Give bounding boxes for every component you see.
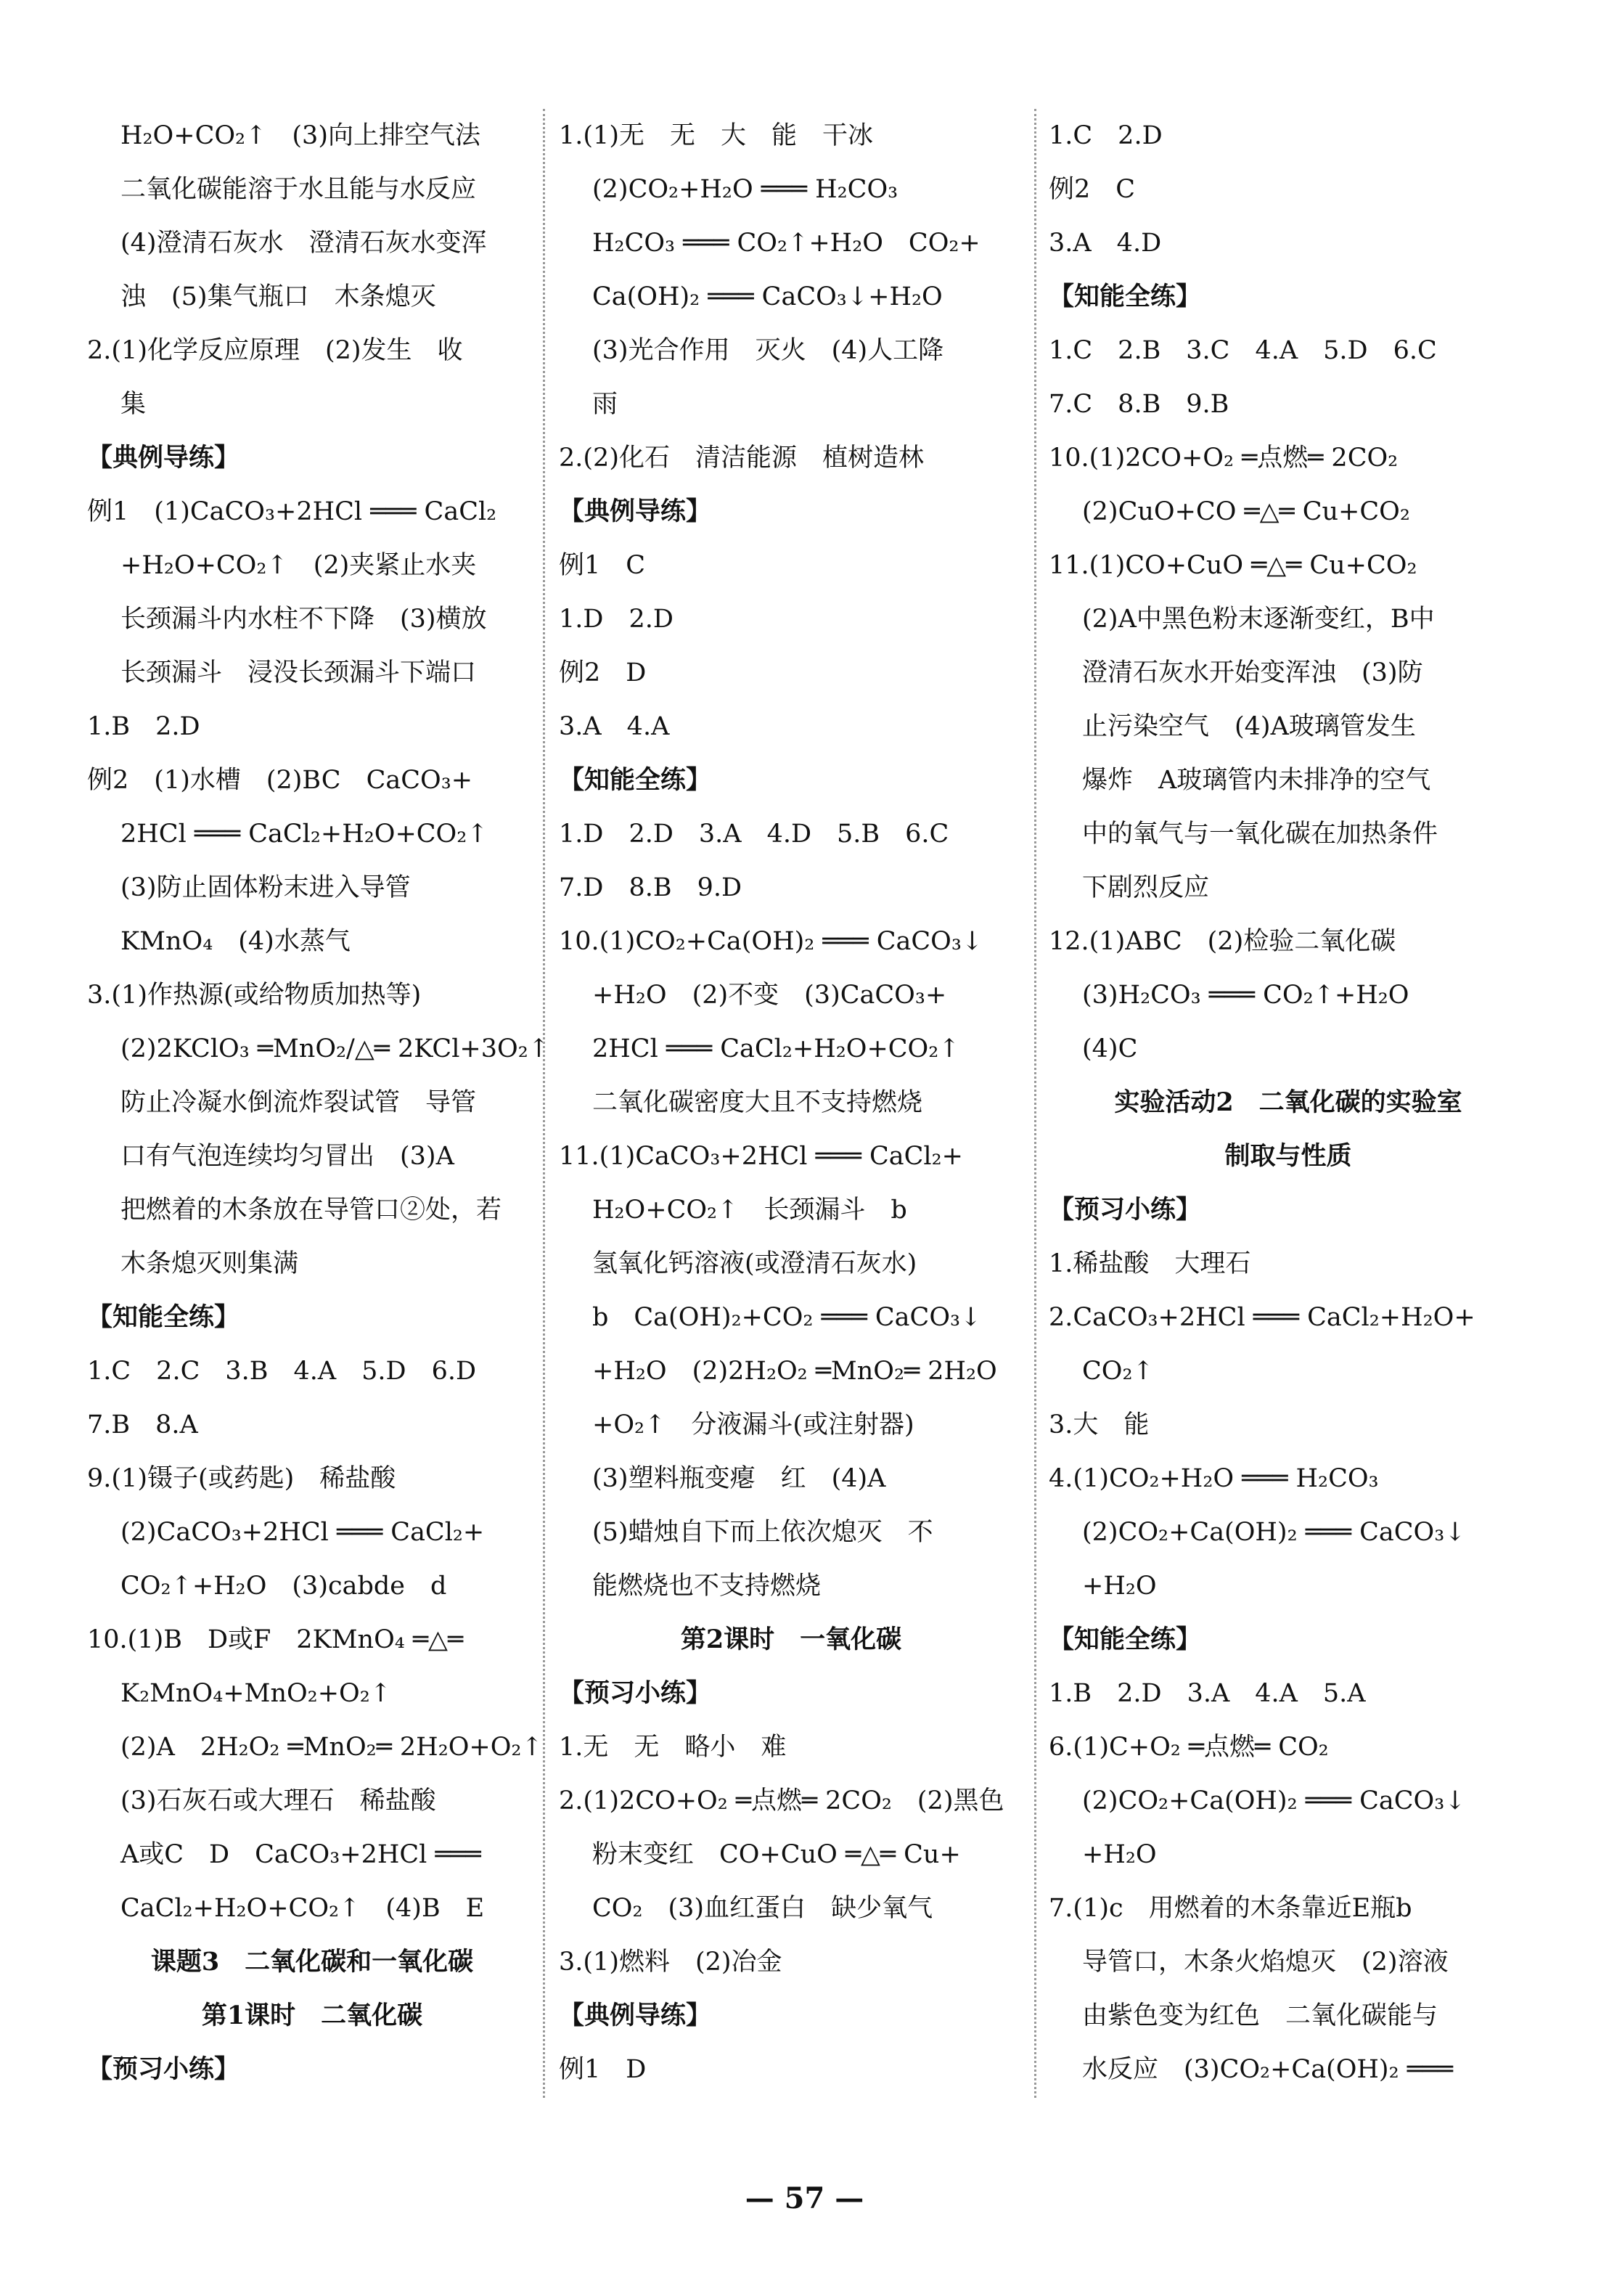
answer-line: (2)CO₂+Ca(OH)₂ ═══ CaCO₃↓ [1082, 1518, 1466, 1547]
answer-line: 浊 (5)集气瓶口 木条熄灭 [120, 282, 436, 311]
answer-line: K₂MnO₄+MnO₂+O₂↑ [120, 1679, 392, 1708]
answer-column-1 [87, 109, 550, 2096]
answer-line: 3.(1)燃料 (2)冶金 [559, 1948, 782, 1977]
answer-line: (3)石灰石或大理石 稀盐酸 [120, 1786, 436, 1815]
answer-line: 实验活动2 二氧化碳的实验室 [1114, 1087, 1462, 1117]
answer-line: 1.无 无 略小 难 [559, 1733, 787, 1762]
answer-line: 1.B 2.D 3.A 4.A 5.A [1049, 1679, 1366, 1708]
answer-line: 10.(1)2CO+O₂ ═点燃═ 2CO₂ [1049, 444, 1399, 473]
answer-line: 2.CaCO₃+2HCl ═══ CaCl₂+H₂O+ [1049, 1303, 1475, 1332]
answer-line: 7.C 8.B 9.B [1049, 390, 1229, 419]
answer-line: 1.(1)无 无 大 能 干冰 [559, 121, 873, 150]
answer-line: Ca(OH)₂ ═══ CaCO₃↓+H₂O [592, 282, 943, 311]
answer-line: 导管口，木条火焰熄灭 (2)溶液 [1082, 1948, 1449, 1977]
answer-line: 水反应 (3)CO₂+Ca(OH)₂ ═══ [1082, 2055, 1453, 2084]
answer-line: 1.稀盐酸 大理石 [1049, 1249, 1251, 1278]
answer-line: 2.(1)化学反应原理 (2)发生 收 [87, 336, 463, 365]
answer-line: 1.D 2.D 3.A 4.D 5.B 6.C [559, 820, 949, 849]
answer-line: 防止冷凝水倒流炸裂试管 导管 [120, 1088, 477, 1117]
answer-line: 2.(2)化石 清洁能源 植树造林 [559, 444, 924, 473]
answer-line: 粉末变红 CO+CuO ═△═ Cu+ [592, 1840, 961, 1869]
answer-line: 【典例导练】 [87, 443, 240, 473]
answer-line: 制取与性质 [1224, 1141, 1352, 1171]
answer-line: 长颈漏斗 浸没长颈漏斗下端口 [120, 658, 477, 687]
answer-line: (3)H₂CO₃ ═══ CO₂↑+H₂O [1082, 981, 1409, 1010]
answer-line: 1.C 2.B 3.C 4.A 5.D 6.C [1049, 336, 1437, 365]
answer-line: 1.D 2.D [559, 605, 674, 634]
answer-line: 澄清石灰水开始变浑浊 (3)防 [1082, 658, 1423, 687]
answer-line: 【知能全练】 [87, 1302, 240, 1332]
answer-line: 【典例导练】 [559, 2001, 712, 2030]
answer-line: 3.A 4.A [559, 712, 670, 741]
answer-line: 10.(1)CO₂+Ca(OH)₂ ═══ CaCO₃↓ [559, 927, 983, 956]
answer-line: 下剧烈反应 [1082, 873, 1210, 902]
answer-line: (2)CO₂+Ca(OH)₂ ═══ CaCO₃↓ [1082, 1786, 1466, 1815]
answer-line: 课题3 二氧化碳和一氧化碳 [150, 1947, 474, 1977]
answer-line: 7.D 8.B 9.D [559, 873, 742, 902]
answer-line: 10.(1)B D或F 2KMnO₄ ═△═ [87, 1625, 464, 1654]
answer-line: 【典例导练】 [559, 497, 712, 526]
answer-line: 1.C 2.D [1049, 121, 1163, 150]
answer-line: 第2课时 一氧化碳 [680, 1625, 902, 1654]
answer-line: (2)CO₂+H₂O ═══ H₂CO₃ [592, 175, 898, 204]
answer-line: 中的氧气与一氧化碳在加热条件 [1082, 820, 1438, 849]
answer-line: 11.(1)CaCO₃+2HCl ═══ CaCl₂+ [559, 1142, 963, 1171]
answer-line: 【预习小练】 [87, 2054, 240, 2084]
answer-line: 3.A 4.D [1049, 229, 1162, 258]
answer-line: (3)塑料瓶变瘪 红 (4)A [592, 1464, 886, 1493]
answer-line: 【知能全练】 [1049, 282, 1202, 311]
answer-line: 把燃着的木条放在导管口②处，若 [120, 1196, 502, 1225]
answer-line: +H₂O (2)不变 (3)CaCO₃+ [592, 981, 947, 1010]
answer-line: 例1 C [559, 551, 646, 580]
page-number: — 57 — [745, 2181, 864, 2215]
answer-line: CO₂ (3)血红蛋白 缺少氧气 [592, 1894, 933, 1923]
answer-line: 例2 (1)水槽 (2)BC CaCO₃+ [87, 766, 473, 795]
answer-line: 【知能全练】 [559, 765, 712, 795]
answer-line: (4)澄清石灰水 澄清石灰水变浑 [120, 229, 487, 258]
answer-line: 3.(1)作热源(或给物质加热等) [87, 981, 422, 1010]
answer-line: 9.(1)镊子(或药匙) 稀盐酸 [87, 1464, 396, 1493]
answer-line: 二氧化碳密度大且不支持燃烧 [592, 1088, 923, 1117]
answer-line: 集 [120, 390, 147, 419]
answer-line: 例2 C [1049, 175, 1136, 204]
answer-column-2 [559, 109, 1023, 2096]
answer-line: 1.B 2.D [87, 712, 200, 741]
answer-line: 7.(1)c 用燃着的木条靠近E瓶b [1049, 1894, 1412, 1923]
answer-line: (2)A中黑色粉末逐渐变红，B中 [1082, 605, 1435, 634]
answer-line: 例1 D [559, 2055, 647, 2084]
answer-line: 雨 [592, 390, 618, 419]
answer-line: b Ca(OH)₂+CO₂ ═══ CaCO₃↓ [592, 1303, 982, 1332]
answer-line: 木条熄灭则集满 [120, 1249, 299, 1278]
answer-line: +H₂O [1082, 1840, 1157, 1869]
answer-line: 由紫色变为红色 二氧化碳能与 [1082, 2001, 1438, 2030]
answer-column-3 [1049, 109, 1528, 2096]
column-divider [1034, 109, 1036, 2098]
answer-line: 1.C 2.C 3.B 4.A 5.D 6.D [87, 1357, 477, 1386]
answer-line: 2.(1)2CO+O₂ ═点燃═ 2CO₂ (2)黑色 [559, 1786, 1004, 1815]
answer-line: (5)蜡烛自下而上依次熄灭 不 [592, 1518, 933, 1547]
answer-line: 能燃烧也不支持燃烧 [592, 1572, 822, 1601]
answer-line: (2)2KClO₃ ═MnO₂/△═ 2KCl+3O₂↑ [120, 1034, 550, 1063]
answer-line: 2HCl ═══ CaCl₂+H₂O+CO₂↑ [120, 820, 488, 849]
answer-line: 二氧化碳能溶于水且能与水反应 [120, 175, 477, 204]
answer-line: 例2 D [559, 658, 647, 687]
answer-line: H₂O+CO₂↑ 长颈漏斗 b [592, 1196, 907, 1225]
answer-line: (2)CuO+CO ═△═ Cu+CO₂ [1082, 497, 1410, 526]
answer-line: (2)CaCO₃+2HCl ═══ CaCl₂+ [120, 1518, 485, 1547]
answer-line: 3.大 能 [1049, 1410, 1150, 1439]
answer-line: H₂O+CO₂↑ (3)向上排空气法 [120, 121, 480, 150]
answer-line: CaCl₂+H₂O+CO₂↑ (4)B E [120, 1894, 485, 1923]
answer-line: CO₂↑+H₂O (3)cabde d [120, 1572, 447, 1601]
answer-line: A或C D CaCO₃+2HCl ═══ [120, 1840, 481, 1869]
answer-line: 第1课时 二氧化碳 [201, 2001, 423, 2030]
answer-line: 口有气泡连续均匀冒出 (3)A [120, 1142, 454, 1171]
answer-line: 【知能全练】 [1049, 1625, 1202, 1654]
answer-line: 氢氧化钙溶液(或澄清石灰水) [592, 1249, 917, 1278]
answer-line: 爆炸 A玻璃管内未排净的空气 [1082, 766, 1431, 795]
answer-line: KMnO₄ (4)水蒸气 [120, 927, 351, 956]
answer-line: 【预习小练】 [559, 1678, 712, 1708]
answer-line: 止污染空气 (4)A玻璃管发生 [1082, 712, 1416, 741]
answer-line: (2)A 2H₂O₂ ═MnO₂═ 2H₂O+O₂↑ [120, 1733, 543, 1762]
answer-line: 例1 (1)CaCO₃+2HCl ═══ CaCl₂ [87, 497, 497, 526]
answer-line: H₂CO₃ ═══ CO₂↑+H₂O CO₂+ [592, 229, 980, 258]
answer-line: 11.(1)CO+CuO ═△═ Cu+CO₂ [1049, 551, 1417, 580]
answer-line: 4.(1)CO₂+H₂O ═══ H₂CO₃ [1049, 1464, 1379, 1493]
answer-line: 2HCl ═══ CaCl₂+H₂O+CO₂↑ [592, 1034, 960, 1063]
answer-line: 6.(1)C+O₂ ═点燃═ CO₂ [1049, 1733, 1329, 1762]
answer-line: (3)光合作用 灭火 (4)人工降 [592, 336, 944, 365]
answer-line: (3)防止固体粉末进入导管 [120, 873, 411, 902]
answer-line: 7.B 8.A [87, 1410, 198, 1439]
answer-line: +O₂↑ 分液漏斗(或注射器) [592, 1410, 914, 1439]
column-divider [543, 109, 545, 2098]
answer-line: CO₂↑ [1082, 1357, 1154, 1386]
answer-line: +H₂O (2)2H₂O₂ ═MnO₂═ 2H₂O [592, 1357, 997, 1386]
answer-line: 12.(1)ABC (2)检验二氧化碳 [1049, 927, 1396, 956]
answer-line: 【预习小练】 [1049, 1195, 1202, 1225]
answer-line: 长颈漏斗内水柱不下降 (3)横放 [120, 605, 487, 634]
answer-line: +H₂O [1082, 1572, 1157, 1601]
answer-line: +H₂O+CO₂↑ (2)夹紧止水夹 [120, 551, 477, 580]
answer-line: (4)C [1082, 1034, 1138, 1063]
